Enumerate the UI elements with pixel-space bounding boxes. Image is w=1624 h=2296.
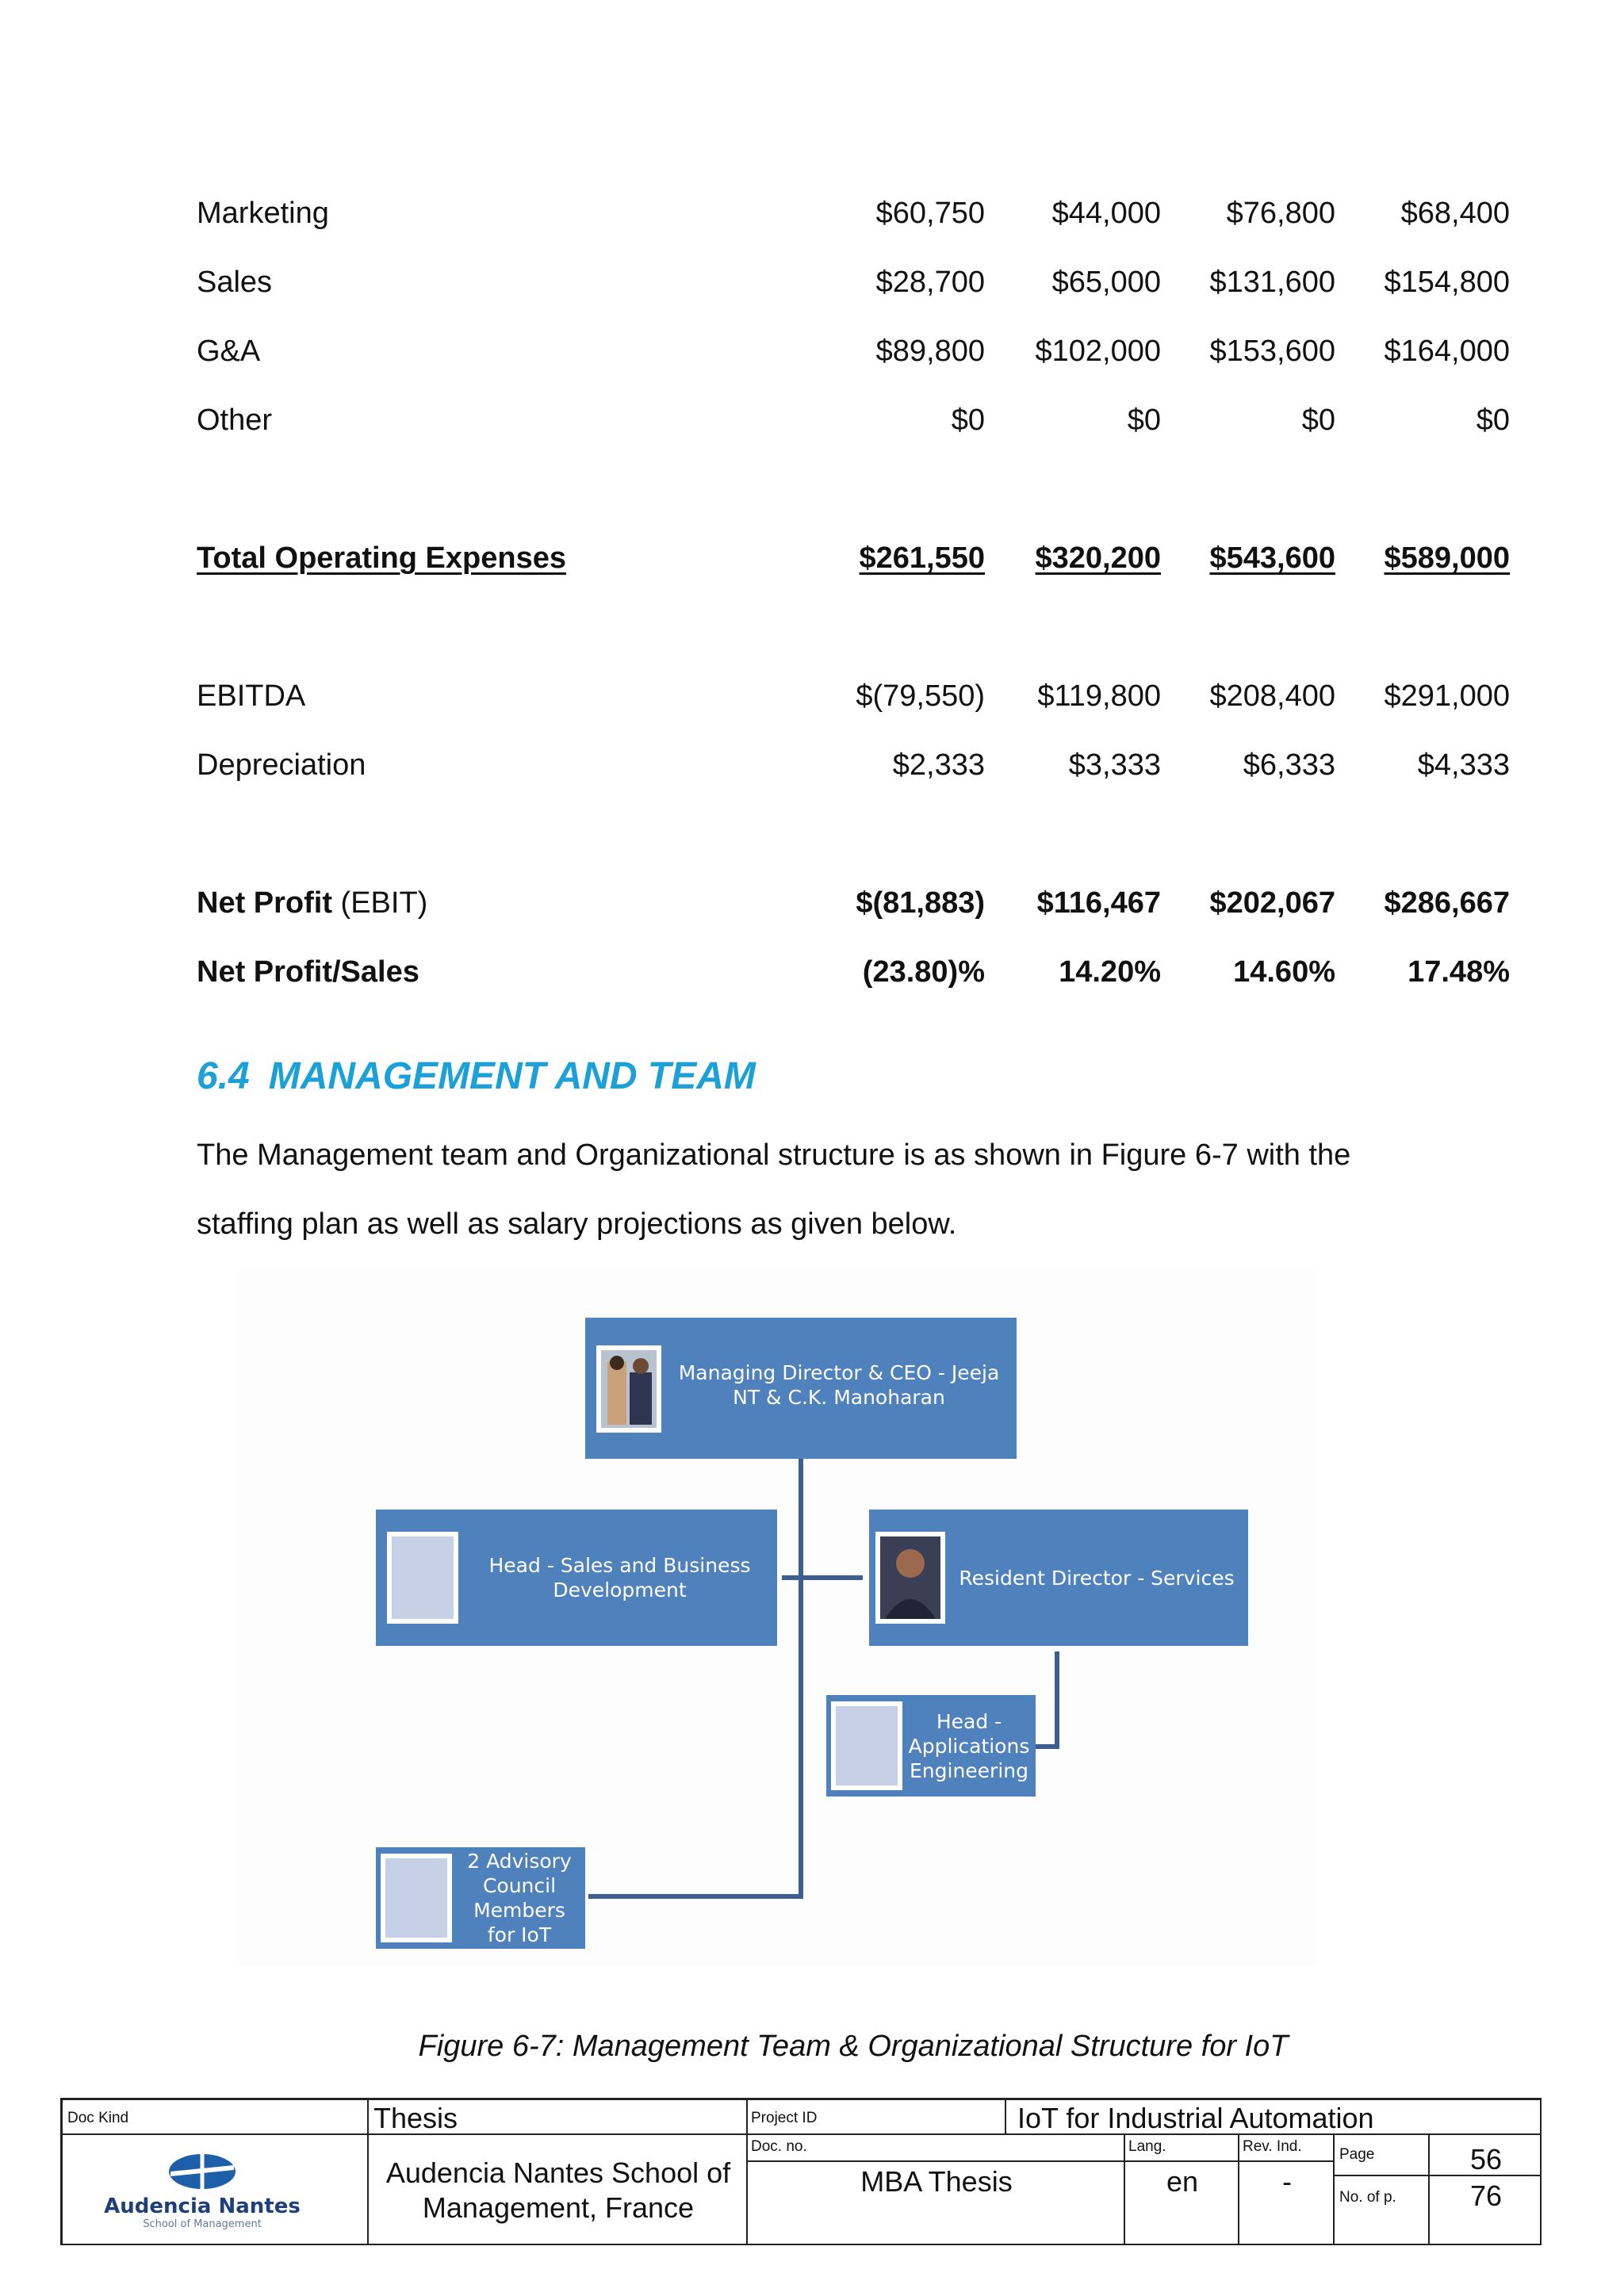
project-id-label: Project ID	[751, 2110, 818, 2126]
doc-kind-label: Doc Kind	[67, 2110, 129, 2126]
resident-director-photo	[875, 1532, 945, 1624]
row-label: G&A	[197, 335, 261, 368]
cell-value: $202,067	[1209, 886, 1335, 920]
rev-label-cell	[1239, 2134, 1334, 2161]
cell-value: $6,333	[1243, 748, 1335, 782]
page-number: 56	[1469, 2143, 1503, 2175]
figure-caption	[0, 2030, 1624, 2064]
pages-total: 76	[1469, 2179, 1503, 2212]
lang-label-cell	[1124, 2134, 1239, 2161]
cell-value: $60,750	[875, 197, 985, 230]
doc-no-label-cell	[747, 2134, 1124, 2161]
doc-no-label: Doc. no.	[751, 2138, 807, 2155]
ceo-photo	[596, 1345, 661, 1433]
lang-cell	[1124, 2161, 1239, 2245]
row-label-bold: Net Profit	[197, 886, 332, 920]
cell-value: $76,800	[1226, 197, 1335, 230]
row-label-rest: (EBIT)	[332, 886, 428, 920]
cell-value: $89,800	[875, 335, 985, 368]
connector-apps	[1036, 1651, 1057, 1747]
org-node-head-sales	[376, 1510, 777, 1646]
pages-cell	[1429, 2175, 1542, 2245]
cell-value: $116,467	[1036, 886, 1161, 920]
document-footer	[60, 2098, 1542, 2245]
cell-value: $0	[1127, 404, 1161, 437]
figure-caption-text: Figure 6-7: Management Team & Organizational Structure for IoT	[418, 2030, 1289, 2063]
school-cell	[368, 2134, 747, 2245]
school-name: Audencia Nantes School of Management, France	[385, 2156, 731, 2224]
row-label: Sales	[197, 266, 273, 299]
cell-value: $131,600	[1209, 266, 1335, 299]
lang-value: en	[1166, 2165, 1199, 2198]
page-label-cell	[1334, 2134, 1429, 2175]
cell-value: $164,000	[1384, 335, 1510, 368]
cell-value: $3,333	[1068, 748, 1161, 782]
row-label: Other	[197, 404, 273, 437]
cell-value: $68,400	[1400, 197, 1510, 230]
cell-value: $286,667	[1384, 886, 1510, 920]
org-node-ceo	[585, 1318, 1017, 1459]
cell-value: $(79,550)	[856, 679, 985, 713]
row-label: Marketing	[197, 197, 329, 230]
cell-value: $119,800	[1037, 679, 1161, 713]
page-label: Page	[1339, 2146, 1375, 2163]
rev-label: Rev. Ind.	[1243, 2138, 1302, 2155]
logo-cell	[62, 2134, 368, 2245]
avatar-placeholder	[381, 1854, 452, 1942]
svg-text:School of Management: School of Management	[143, 2218, 262, 2230]
row-label: Net Profit/Sales	[197, 955, 419, 989]
cell-value: $65,000	[1051, 266, 1161, 299]
project-id-cell	[1005, 2099, 1542, 2134]
head-apps-label: Head - Applications Engineering	[908, 1709, 1030, 1782]
lang-label: Lang.	[1128, 2138, 1166, 2155]
cell-value: $44,000	[1051, 197, 1161, 230]
pages-label-cell	[1334, 2175, 1429, 2245]
cell-value: $0	[1476, 404, 1510, 437]
row-label: EBITDA	[197, 679, 306, 713]
ceo-label: Managing Director & CEO - Jeeja NT & C.K. Manoharan	[678, 1361, 1000, 1409]
advisory-label: 2 Advisory Council Members for IoT	[467, 1850, 572, 1946]
org-node-advisory	[376, 1847, 585, 1949]
cell-value: $0	[1301, 404, 1335, 437]
audencia-logo	[83, 2149, 321, 2237]
paragraph-line: The Management team and Organizational structure is as shown in Figure 6-7 with the	[197, 1138, 1351, 1172]
rev-value: -	[1282, 2165, 1292, 2198]
doc-kind-cell	[368, 2099, 747, 2134]
doc-no-value: MBA Thesis	[860, 2165, 1013, 2198]
cell-value: $28,700	[875, 266, 985, 299]
cell-value: (23.80)%	[862, 955, 985, 989]
cell-value: $102,000	[1035, 335, 1161, 368]
cell-value: $543,600	[1209, 541, 1335, 575]
cell-value: $(81,883)	[856, 886, 985, 920]
cell-value: $4,333	[1417, 748, 1510, 782]
paragraph-line: staffing plan as well as salary projections as given below.	[197, 1207, 957, 1241]
row-label: Depreciation	[197, 748, 366, 782]
row-label: Total Operating Expenses	[197, 541, 566, 575]
doc-kind-value: Thesis	[373, 2102, 458, 2134]
doc-no-cell	[747, 2161, 1124, 2245]
cell-value: $153,600	[1209, 335, 1335, 368]
svg-text:Audencia Nantes: Audencia Nantes	[104, 2195, 301, 2218]
cell-value: $0	[951, 404, 985, 437]
resident-director-label: Resident Director - Services	[959, 1566, 1235, 1590]
cell-value: $154,800	[1384, 266, 1510, 299]
section-number: 6.4	[197, 1055, 250, 1097]
cell-value: $589,000	[1384, 541, 1510, 575]
section-title: MANAGEMENT AND TEAM	[268, 1055, 756, 1097]
project-id-value: IoT for Industrial Automation	[1017, 2102, 1374, 2134]
head-sales-label: Head - Sales and Business Development	[488, 1554, 751, 1601]
cell-value: $291,000	[1384, 679, 1510, 713]
org-node-resident-director	[869, 1510, 1248, 1646]
cell-value: 14.60%	[1233, 955, 1335, 989]
cell-value: $320,200	[1035, 541, 1161, 575]
rev-cell	[1239, 2161, 1334, 2245]
cell-value: $261,550	[859, 541, 985, 575]
org-node-head-apps	[826, 1695, 1036, 1797]
cell-value: 17.48%	[1408, 955, 1510, 989]
cell-value: $208,400	[1209, 679, 1335, 713]
avatar-placeholder	[387, 1532, 458, 1624]
doc-kind-label-cell	[62, 2099, 368, 2134]
cell-value: 14.20%	[1059, 955, 1161, 989]
pages-label: No. of p.	[1339, 2189, 1396, 2206]
page-cell	[1429, 2134, 1542, 2175]
avatar-placeholder	[831, 1701, 902, 1790]
cell-value: $2,333	[892, 748, 985, 782]
project-id-label-cell	[747, 2099, 1005, 2134]
